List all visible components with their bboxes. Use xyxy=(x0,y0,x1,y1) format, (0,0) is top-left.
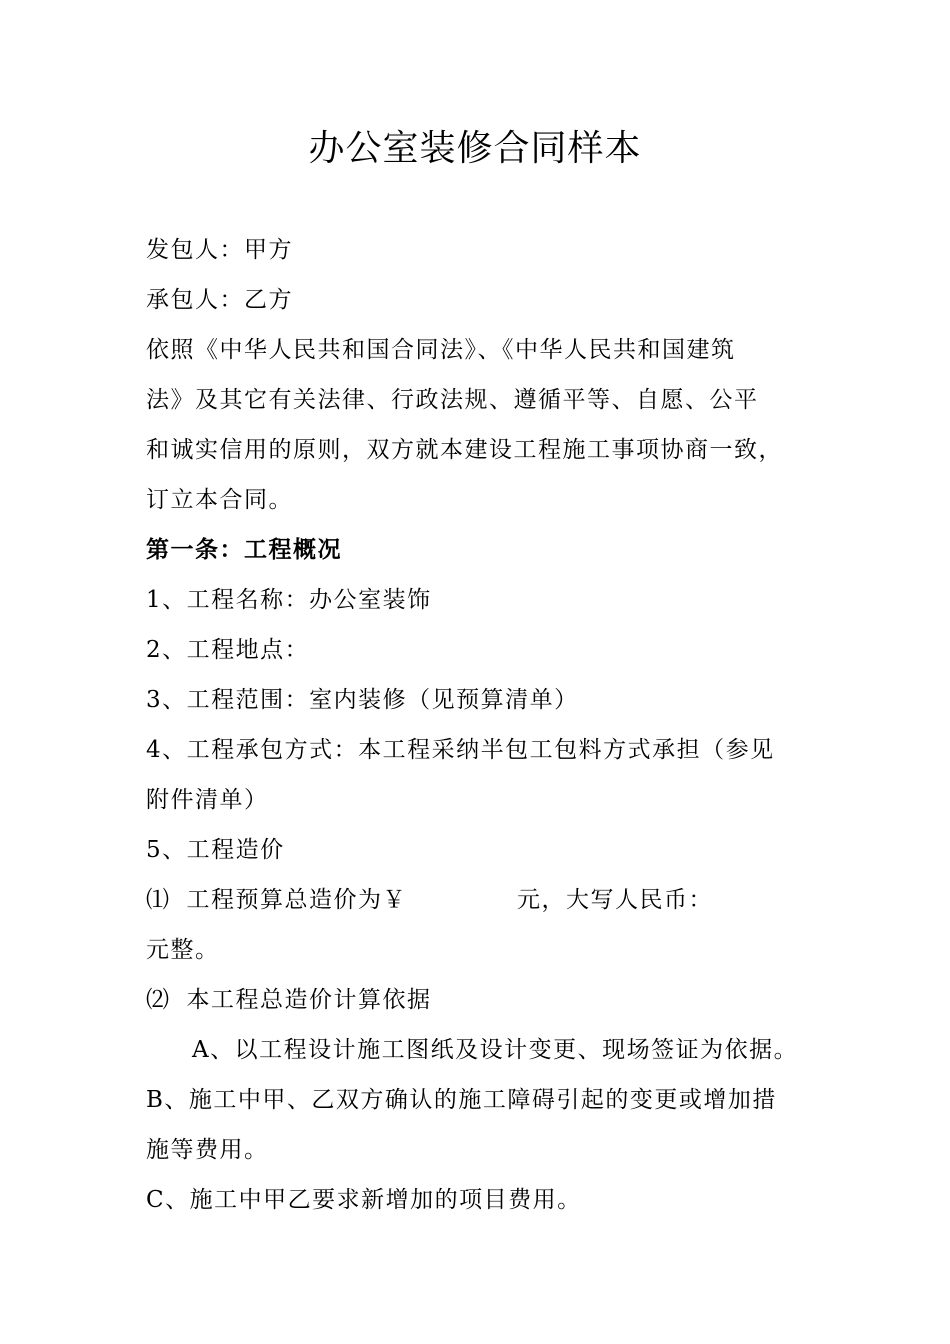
basis-b-continuation: 施等费用。 xyxy=(146,1137,269,1163)
price-1-continuation: 元整。 xyxy=(146,937,220,963)
intro-line-2: 法》及其它有关法律、行政法规、遵循平等、自愿、公平 xyxy=(146,387,759,413)
price-2-text: 本工程总造价计算依据 xyxy=(186,987,432,1013)
price-2-line xyxy=(146,975,826,1025)
item-3-line: 3、工程范围：室内装修（见预算清单） xyxy=(146,687,579,713)
price-1-number: ⑴ xyxy=(146,887,171,913)
price-2-number: ⑵ xyxy=(146,987,171,1013)
price-1-yuan-text: 元，大写人民币： xyxy=(517,887,713,913)
price-1-line xyxy=(146,875,826,925)
intro-line-4: 订立本合同。 xyxy=(146,487,293,513)
item-1-line: 1、工程名称：办公室装饰 xyxy=(146,587,432,613)
basis-b-line: B、施工中甲、乙双方确认的施工障碍引起的变更或增加措 xyxy=(146,1087,777,1113)
intro-line-3: 和诚实信用的原则，双方就本建设工程施工事项协商一致， xyxy=(146,437,783,463)
item-4-line: 4、工程承包方式：本工程采纳半包工包料方式承担（参见 xyxy=(146,737,775,763)
intro-line-1: 依照《中华人民共和国合同法》、《中华人民共和国建筑 xyxy=(146,337,736,363)
document-title: 办公室装修合同样本 xyxy=(308,128,642,169)
item-2-line: 2、工程地点： xyxy=(146,637,310,663)
item-4-continuation: 附件清单） xyxy=(146,787,269,813)
basis-a-line: A、以工程设计施工图纸及设计变更、现场签证为依据。 xyxy=(192,1037,799,1063)
contractor-line: 承包人：乙方 xyxy=(146,287,293,313)
price-1-text: 工程预算总造价为￥ xyxy=(186,887,407,913)
item-5-line: 5、工程造价 xyxy=(146,837,285,863)
employer-line: 发包人：甲方 xyxy=(146,237,293,263)
document-body xyxy=(146,225,826,1225)
basis-c-line: C、施工中甲乙要求新增加的项目费用。 xyxy=(146,1187,582,1213)
article-1-heading: 第一条：工程概况 xyxy=(146,537,342,563)
